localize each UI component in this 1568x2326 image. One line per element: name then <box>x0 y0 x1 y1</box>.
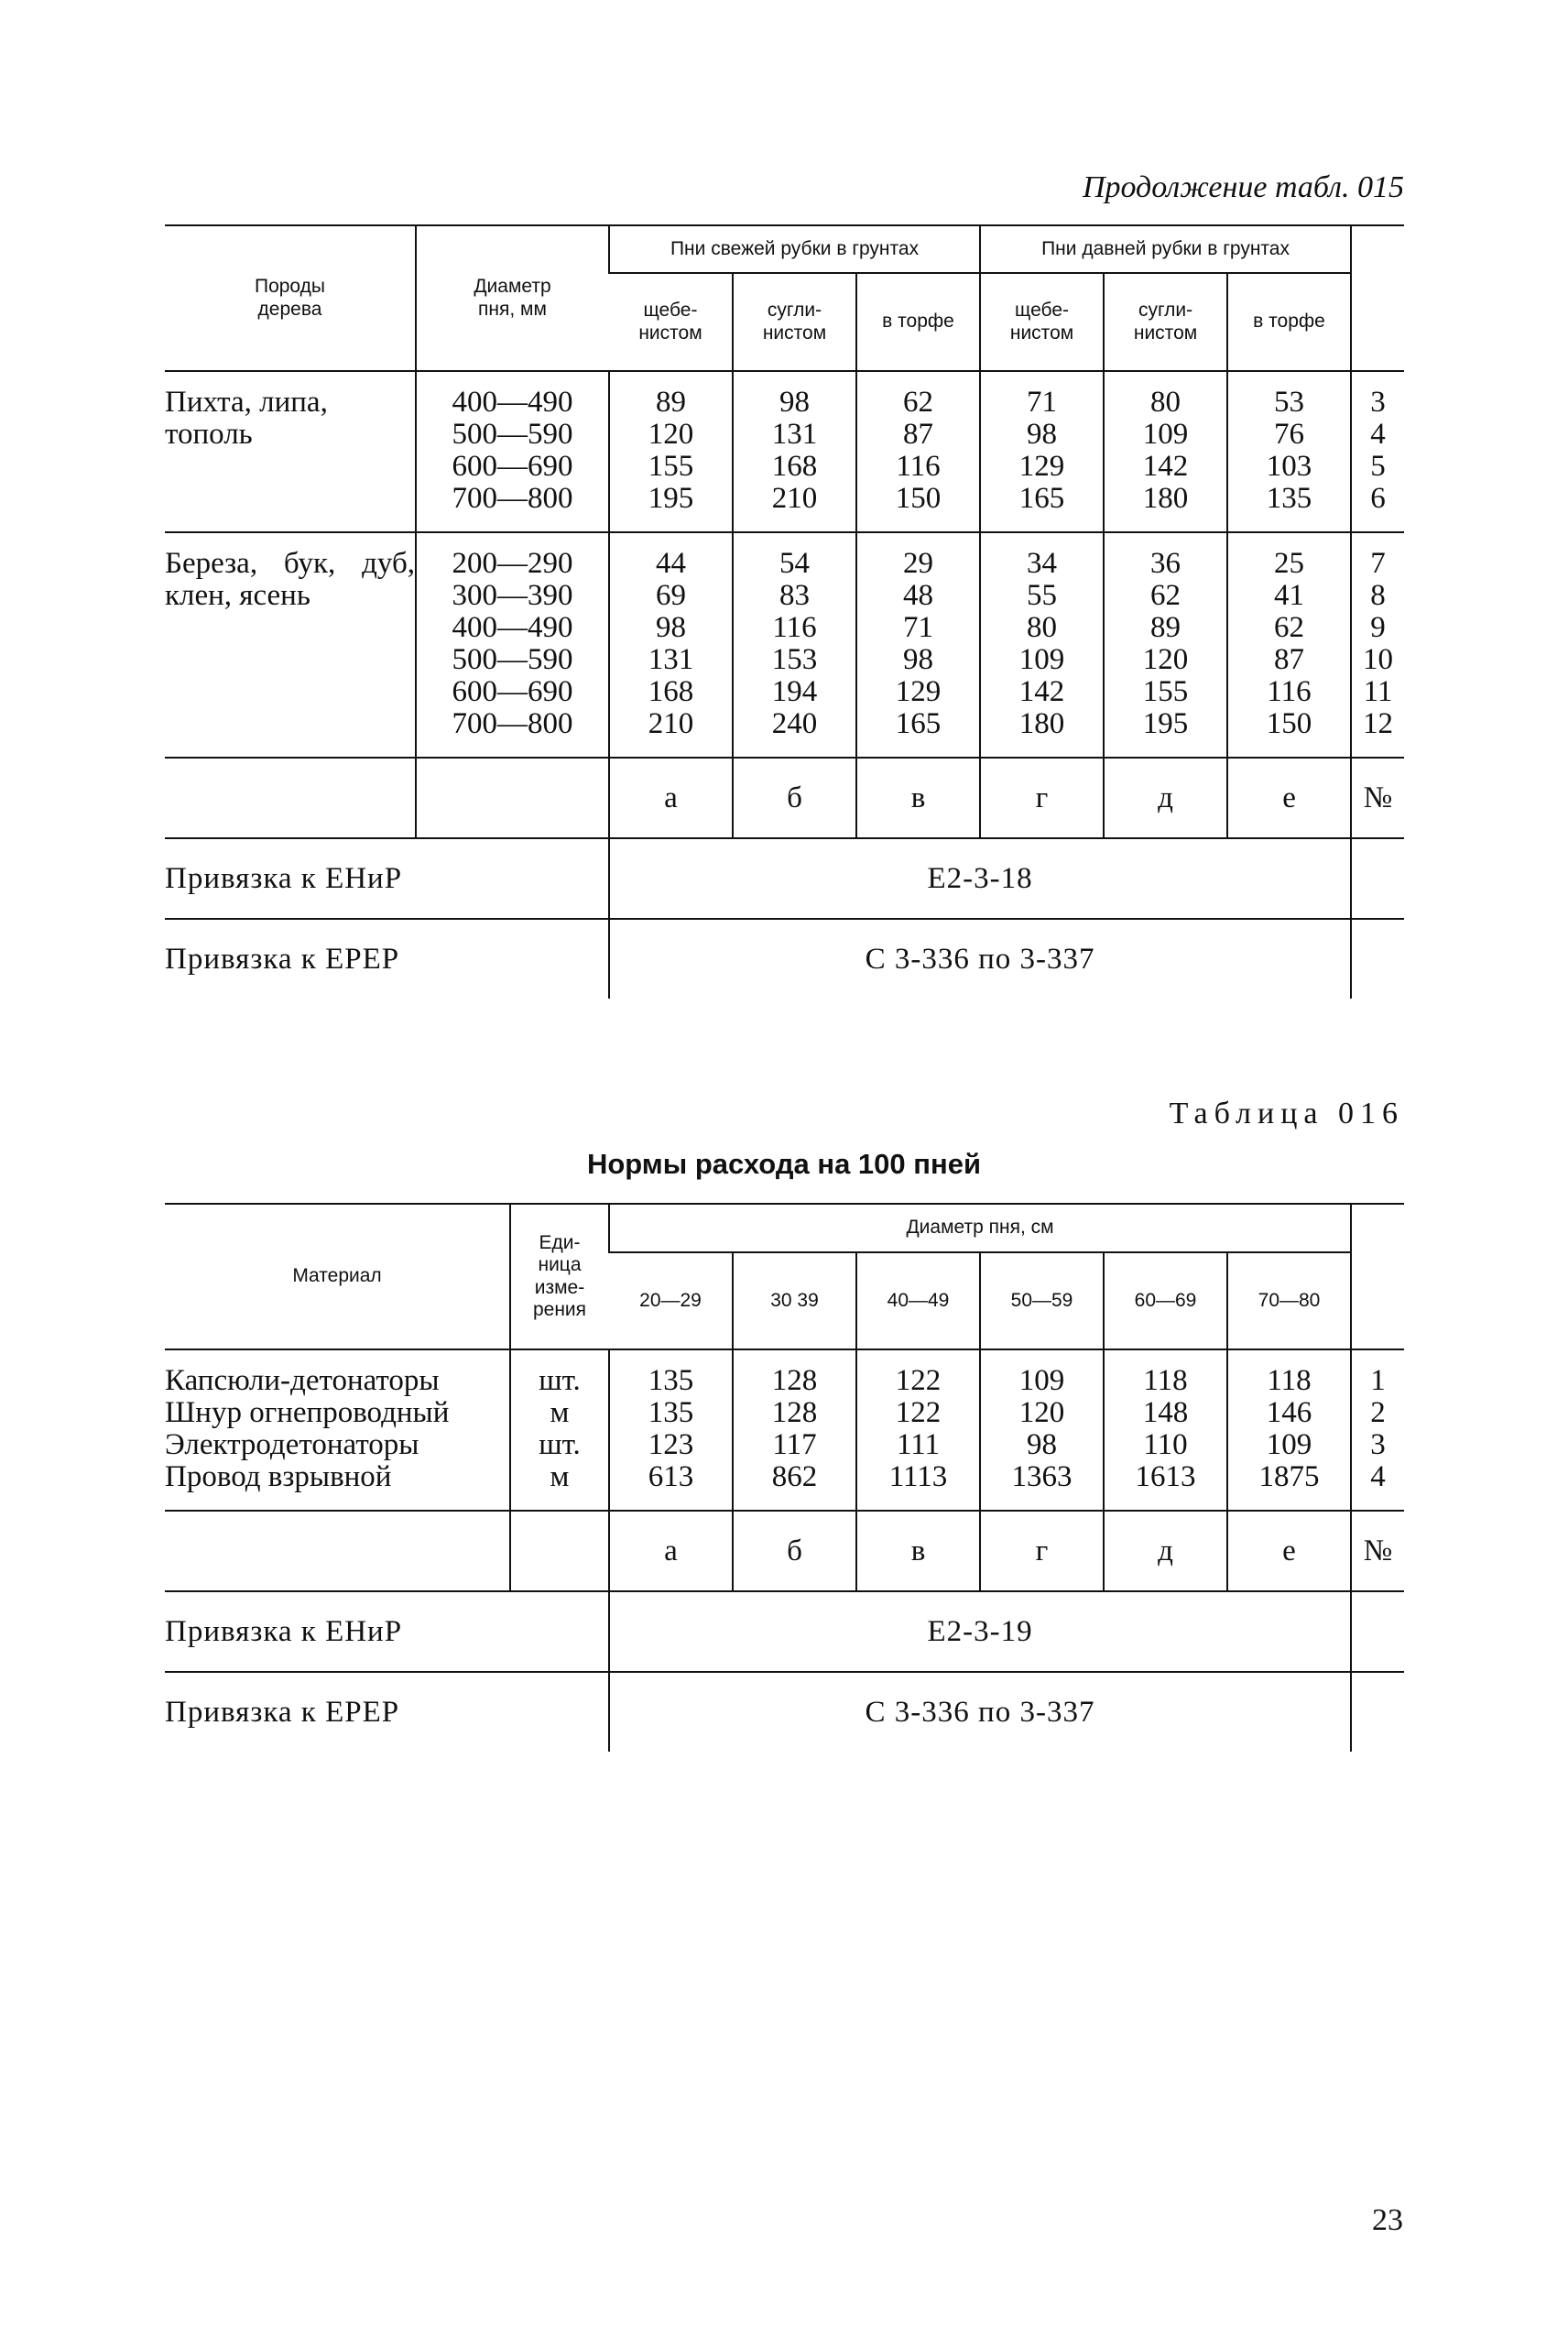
column-label: в <box>856 1511 980 1591</box>
column-label: д <box>1104 758 1227 838</box>
table-row <box>165 1349 1404 1511</box>
enir-row <box>165 838 1404 919</box>
table-016-caption: Таблица 016 <box>1169 1097 1404 1130</box>
column-label-row <box>165 1511 1404 1591</box>
value-cell: 62 87 116 150 <box>856 371 980 532</box>
erer-label: Привязка к ЕРЕР <box>165 1672 609 1752</box>
empty-cell <box>1351 919 1404 999</box>
value-cell: 98 131 168 210 <box>733 371 856 532</box>
value-cell: 109 120 98 1363 <box>980 1349 1104 1511</box>
value-cell: 118 146 109 1875 <box>1227 1349 1351 1511</box>
value-cell: 36 62 89 120 155 195 <box>1104 532 1227 758</box>
row-number-cell: 3 4 5 6 <box>1351 371 1404 532</box>
header-sub-col: 50—59 <box>980 1252 1104 1349</box>
table-016-title: Нормы расхода на 100 пней <box>586 1148 982 1180</box>
value-cell: 44 69 98 131 168 210 <box>609 532 733 758</box>
value-cell: 135 135 123 613 <box>609 1349 733 1511</box>
column-label: е <box>1227 758 1351 838</box>
header-number <box>1351 225 1404 371</box>
erer-row <box>165 1672 1404 1752</box>
row-number-cell: 7 8 9 10 11 12 <box>1351 532 1404 758</box>
value-cell: 29 48 71 98 129 165 <box>856 532 980 758</box>
column-label: е <box>1227 1511 1351 1591</box>
species-cell: Пихта, липа, тополь <box>165 371 416 532</box>
diameter-cell: 200—290 300—390 400—490 500—590 600—690 700—800 <box>416 532 609 758</box>
empty-cell <box>165 758 416 838</box>
table-015-caption: Продолжение табл. 015 <box>1082 170 1404 204</box>
material-cell: Капсюли-детонаторы Шнур огнепроводный Электродетонаторы Провод взрывной <box>165 1349 510 1511</box>
header-sub-col: сугли- нистом <box>733 273 856 371</box>
header-old-group: Пни давней рубки в грунтах <box>980 225 1351 273</box>
species-cell: Береза, бук, дуб, клен, ясень <box>165 532 416 758</box>
value-cell: 25 41 62 87 116 150 <box>1227 532 1351 758</box>
header-sub-col: 70—80 <box>1227 1252 1351 1349</box>
header-material: Материал <box>165 1204 510 1349</box>
header-unit: Еди- ница изме- рения <box>510 1204 609 1349</box>
column-label-row <box>165 758 1404 838</box>
table-row <box>165 532 1404 758</box>
table-015 <box>165 224 1404 999</box>
value-cell: 128 128 117 862 <box>733 1349 856 1511</box>
erer-value: С 3-336 по 3-337 <box>609 1672 1351 1752</box>
header-species: Породы дерева <box>165 225 416 371</box>
header-sub-col: 30 39 <box>733 1252 856 1349</box>
column-label-number: № <box>1351 758 1404 838</box>
enir-row <box>165 1591 1404 1672</box>
table-row <box>165 371 1404 532</box>
header-sub-col: в торфе <box>1227 273 1351 371</box>
column-label: б <box>733 1511 856 1591</box>
enir-value: Е2-3-18 <box>609 838 1351 919</box>
value-cell: 89 120 155 195 <box>609 371 733 532</box>
column-label: б <box>733 758 856 838</box>
header-sub-col: сугли- нистом <box>1104 273 1227 371</box>
empty-cell <box>1351 838 1404 919</box>
erer-row <box>165 919 1404 999</box>
header-sub-col: щебе- нистом <box>609 273 733 371</box>
table-016 <box>165 1203 1404 1752</box>
header-fresh-group: Пни свежей рубки в грунтах <box>609 225 980 273</box>
column-label: а <box>609 758 733 838</box>
column-label: д <box>1104 1511 1227 1591</box>
empty-cell <box>416 758 609 838</box>
empty-cell <box>510 1511 609 1591</box>
column-label: г <box>980 1511 1104 1591</box>
value-cell: 53 76 103 135 <box>1227 371 1351 532</box>
value-cell: 34 55 80 109 142 180 <box>980 532 1104 758</box>
unit-cell: шт. м шт. м <box>510 1349 609 1511</box>
header-diameter: Диаметр пня, мм <box>416 225 609 371</box>
header-sub-col: 60—69 <box>1104 1252 1227 1349</box>
value-cell: 71 98 129 165 <box>980 371 1104 532</box>
row-number-cell: 1 2 3 4 <box>1351 1349 1404 1511</box>
header-sub-col: щебе- нистом <box>980 273 1104 371</box>
empty-cell <box>1351 1591 1404 1672</box>
header-sub-col: в торфе <box>856 273 980 371</box>
column-label: в <box>856 758 980 838</box>
header-number <box>1351 1204 1404 1349</box>
column-label-number: № <box>1351 1511 1404 1591</box>
diameter-cell: 400—490 500—590 600—690 700—800 <box>416 371 609 532</box>
enir-value: Е2-3-19 <box>609 1591 1351 1672</box>
enir-label: Привязка к ЕНиР <box>165 1591 609 1672</box>
value-cell: 118 148 110 1613 <box>1104 1349 1227 1511</box>
header-sub-col: 40—49 <box>856 1252 980 1349</box>
empty-cell <box>165 1511 510 1591</box>
page-number: 23 <box>1372 2203 1403 2237</box>
value-cell: 80 109 142 180 <box>1104 371 1227 532</box>
enir-label: Привязка к ЕНиР <box>165 838 609 919</box>
header-diameter-group: Диаметр пня, см <box>609 1204 1351 1252</box>
value-cell: 54 83 116 153 194 240 <box>733 532 856 758</box>
empty-cell <box>1351 1672 1404 1752</box>
value-cell: 122 122 111 1113 <box>856 1349 980 1511</box>
column-label: а <box>609 1511 733 1591</box>
erer-label: Привязка к ЕРЕР <box>165 919 609 999</box>
header-sub-col: 20—29 <box>609 1252 733 1349</box>
column-label: г <box>980 758 1104 838</box>
erer-value: С 3-336 по 3-337 <box>609 919 1351 999</box>
